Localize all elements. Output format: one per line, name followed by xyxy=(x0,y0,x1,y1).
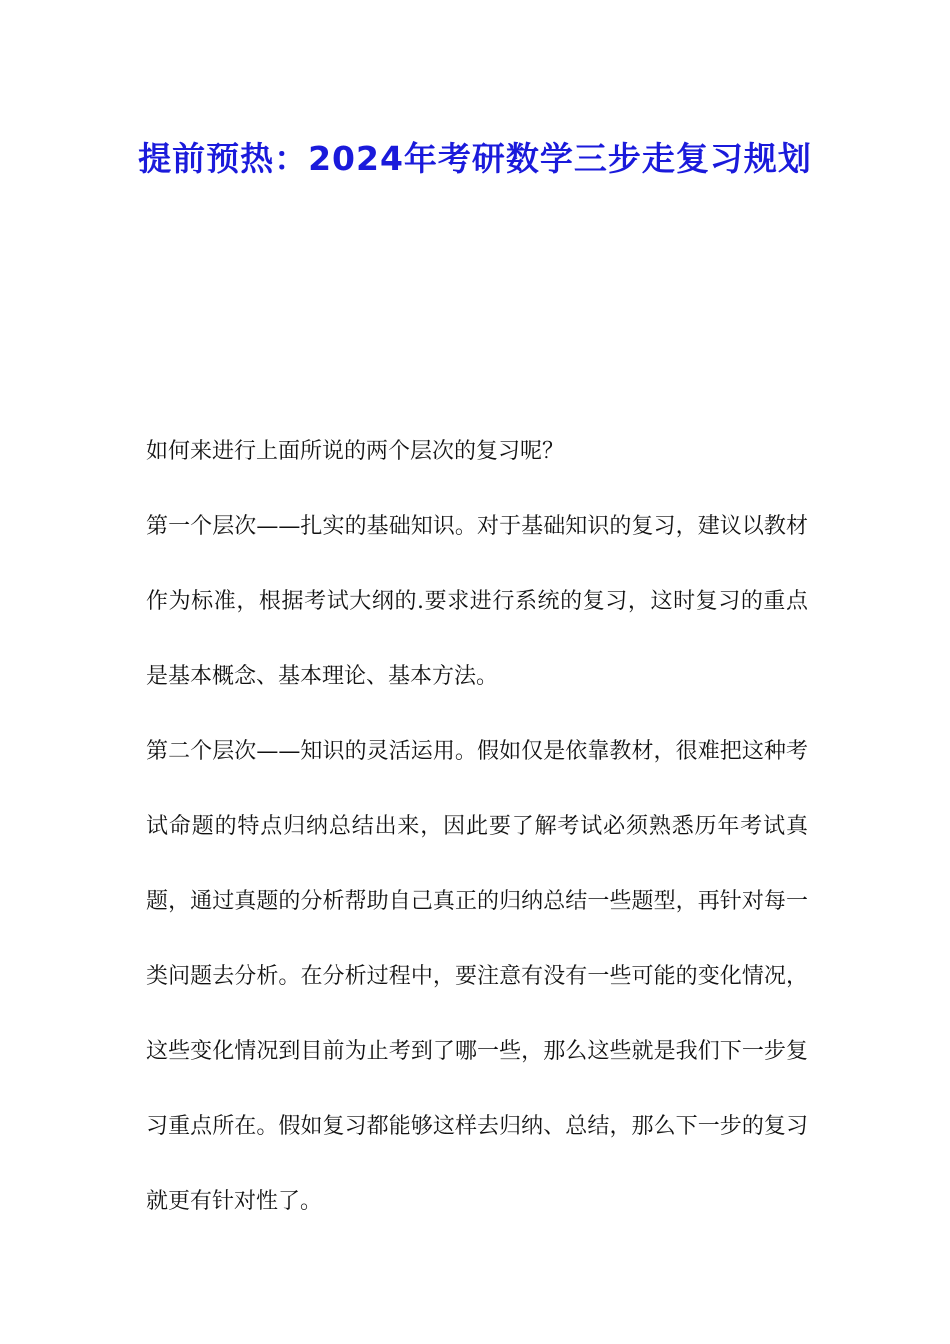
paragraph-level-one: 第一个层次——扎实的基础知识。对于基础知识的复习，建议以教材作为标准，根据考试大纲的.要求进行系统的复习，这时复习的重点是基本概念、基本理论、基本方法。 xyxy=(146,514,808,689)
paragraph-intro-question: 如何来进行上面所说的两个层次的复习呢？ xyxy=(146,439,565,464)
document-body xyxy=(146,414,808,1239)
paragraph-level-two: 第二个层次——知识的灵活运用。假如仅是依靠教材，很难把这种考试命题的特点归纳总结出来，因此要了解考试必须熟悉历年考试真题，通过真题的分析帮助自己真正的归纳总结一些题型，再针对每一类问题去分析。在分析过程中，要注意有没有一些可能的变化情况，这些变化情况到目前为止考到了哪一些，那么这些就是我们下一步复习重点所在。假如复习都能够这样去归纳、总结，那么下一步的复习就更有针对性了。 xyxy=(146,739,808,1214)
document-title: 提前预热：2024年考研数学三步走复习规划 xyxy=(138,139,812,178)
